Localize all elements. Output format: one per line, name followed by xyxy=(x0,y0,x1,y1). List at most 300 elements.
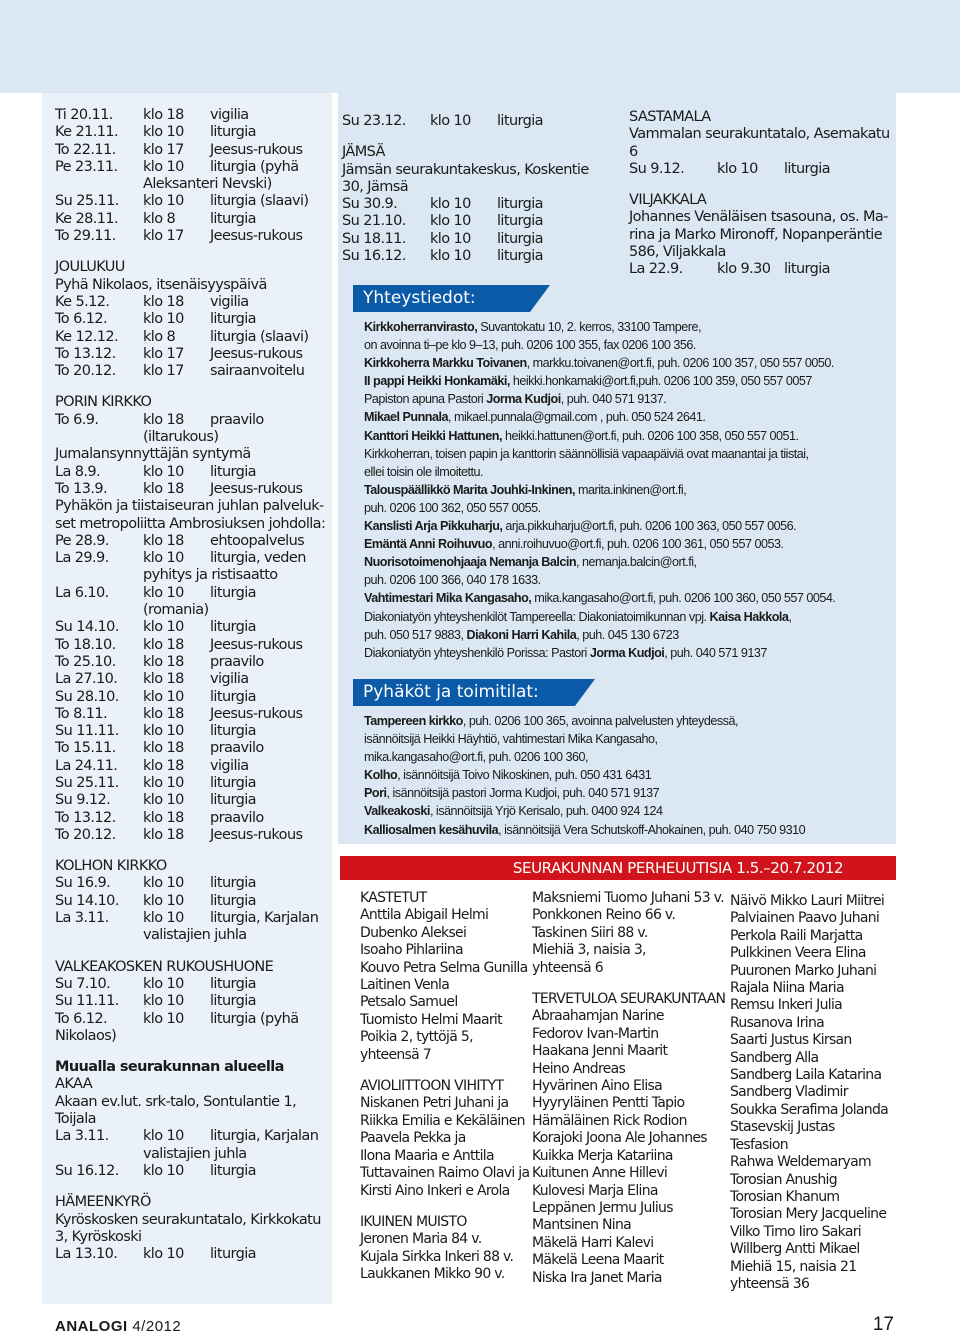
schedule-time: klo 10 xyxy=(143,910,184,927)
schedule-event: praavilo xyxy=(210,740,264,757)
text: ellei toisin ole ilmoitettu. xyxy=(364,464,483,479)
schedule-row xyxy=(55,671,330,688)
schedule-date: To 13.12. xyxy=(55,345,116,362)
schedule-time: klo 10 xyxy=(430,113,471,129)
schedule-date: To 22.11. xyxy=(55,141,116,158)
name-item: Kirsti Aino Inkeri e Arola xyxy=(360,1182,510,1199)
schedule-event: liturgia xyxy=(497,213,543,230)
name-item: Puuronen Marko Juhani xyxy=(730,962,877,979)
schedule-time: klo 10 xyxy=(717,160,758,177)
schedule-event: liturgia, veden xyxy=(210,550,306,567)
schedule-date: To 8.11. xyxy=(55,705,107,722)
section-note: Pyhäkön ja tiistaiseuran juhlan palveluk-set metropoliitta Ambrosiuksen johdolla: xyxy=(55,498,326,532)
contact-line xyxy=(364,748,894,766)
name-item: Torosian Mery Jacqueline xyxy=(730,1206,887,1223)
schedule-date: Ke 21.11. xyxy=(55,124,119,141)
schedule-date: La 3.11. xyxy=(55,910,109,927)
schedule-time: klo 18 xyxy=(143,411,184,428)
schedule-date: To 13.9. xyxy=(55,480,107,497)
schedule-time: klo 10 xyxy=(430,196,471,213)
schedule-row xyxy=(342,113,612,130)
top-band xyxy=(0,0,960,93)
schedule-event: liturgia xyxy=(210,723,256,740)
schedule-event: liturgia (slaavi) xyxy=(210,328,309,345)
name-item: Abraahamjan Narine xyxy=(532,1008,664,1025)
section-subheading: Kyröskosken seurakuntatalo, Kirkkokatu 3, Kyröskoski xyxy=(55,1211,321,1245)
name-item: Hämäläinen Rick Rodion xyxy=(532,1112,687,1129)
schedule-row xyxy=(55,107,330,124)
text: arja.pikkuharju@ort.fi, puh. 0206 100 363, 050 557 0056. xyxy=(502,519,797,534)
schedule-time: klo 10 xyxy=(143,463,184,480)
schedule-event: liturgia xyxy=(210,975,256,992)
name-item: Tesfasion xyxy=(730,1136,788,1153)
schedule-continuation: Aleksanteri Nevski) xyxy=(143,176,272,193)
schedule-row xyxy=(55,637,330,654)
schedule-continuation: valistajien juhla xyxy=(143,927,247,944)
schedule-time: klo 10 xyxy=(430,230,471,247)
name-item: Mäkelä Harri Kalevi xyxy=(532,1234,654,1251)
name-item: Taskinen Siiri 88 v. xyxy=(532,924,648,941)
schedule-row xyxy=(55,1163,330,1180)
name-item: Tuomisto Helmi Maarit xyxy=(360,1011,502,1028)
schedule-event: liturgia xyxy=(210,792,256,809)
schedule-event: liturgia (slaavi) xyxy=(210,193,309,210)
schedule-row xyxy=(55,619,330,636)
text: puh. 0206 100 362, 050 557 0055. xyxy=(364,500,541,515)
schedule-row xyxy=(55,706,330,723)
name-list xyxy=(532,1008,728,1287)
schedule-row xyxy=(55,211,330,228)
name-item: Leppänen Jermu Julius xyxy=(532,1199,673,1216)
schedule-row xyxy=(55,910,330,927)
schedule-event: liturgia xyxy=(784,160,830,177)
text: , isännöitsijä Toivo Nikoskinen, puh. 050 431 6431 xyxy=(397,768,652,783)
name-item: Rajala Niina Maria xyxy=(730,980,844,997)
name-item: Kouvo Petra Selma Gunilla xyxy=(360,959,528,976)
schedule-event: Jeesus-rukous xyxy=(210,636,303,653)
schedule-date: To 15.11. xyxy=(55,740,116,757)
contact-line xyxy=(364,553,894,571)
schedule-time: klo 18 xyxy=(143,809,184,826)
schedule-event: liturgia (pyhä xyxy=(210,1010,299,1027)
contacts-list xyxy=(364,318,894,662)
schedule-row xyxy=(55,585,330,602)
contact-line xyxy=(364,766,894,784)
schedule-row xyxy=(55,758,330,775)
name-item: Jeronen Maria 84 v. xyxy=(360,1231,482,1248)
name-item: Torosian Anushig xyxy=(730,1171,837,1188)
schedule-time: klo 10 xyxy=(143,688,184,705)
schedule-time: klo 18 xyxy=(143,757,184,774)
section-subheading: Jumalansynnyttäjän syntymä xyxy=(55,446,251,463)
schedule-continuation: pyhitys ja ristisaatto xyxy=(143,567,278,584)
text: , xyxy=(788,609,792,624)
schedule-time: klo 10 xyxy=(143,1246,184,1263)
schedule-date: Su 9.12. xyxy=(55,792,111,809)
schedule-event: liturgia xyxy=(210,584,256,601)
contact-line xyxy=(364,571,894,589)
schedule-date: Su 11.11. xyxy=(55,723,119,740)
schedule-event: liturgia xyxy=(497,248,543,265)
text: , mikael.punnala@gmail.com , puh. 050 524 2641. xyxy=(448,410,706,425)
schedule-row xyxy=(55,893,330,910)
schedule-row xyxy=(55,775,330,792)
schedule-row xyxy=(55,346,330,363)
bold-text: Jorma Kudjoi xyxy=(486,392,561,407)
text: on avoinna ti–pe klo 9–13, puh. 0206 100 355, fax 0206 100 356. xyxy=(364,338,696,353)
bold-text: Kanttori Heikki Hattunen, xyxy=(364,428,502,443)
schedule-date: Su 30.9. xyxy=(342,196,398,213)
text: heikki.hattunen@ort.fi, puh. 0206 100 358, 050 557 0051. xyxy=(501,428,799,443)
bold-text: Kolho xyxy=(364,768,398,783)
schedule-date: Ke 28.11. xyxy=(55,210,119,227)
contact-line xyxy=(364,535,894,553)
name-item: Kujala Sirkka Inkeri 88 v. xyxy=(360,1248,514,1265)
name-list xyxy=(360,1095,530,1199)
schedule-date: To 29.11. xyxy=(55,228,116,245)
schedule-block xyxy=(55,533,330,568)
text: mika.kangasaho@ort.fi, puh. 0206 100 360, 050 557 0054. xyxy=(531,591,836,606)
schedule-date: Su 21.10. xyxy=(342,213,406,230)
contact-line xyxy=(364,589,894,607)
name-item: Sandberg Alla xyxy=(730,1049,819,1066)
schedule-block xyxy=(342,196,612,265)
name-item: Pulkkinen Veera Elina xyxy=(730,945,866,962)
bold-text: Diakoni Harri Kahila xyxy=(466,627,577,642)
schedule-date: To 25.10. xyxy=(55,653,116,670)
text: , nemanja.balcin@ort.fi, xyxy=(576,555,697,570)
schedule-time: klo 18 xyxy=(143,636,184,653)
schedule-date: Su 11.11. xyxy=(55,993,119,1010)
contact-line xyxy=(364,784,894,802)
name-item: Sandberg Laila Katarina xyxy=(730,1067,882,1084)
text: Diakoniatyön yhteyshenkilö Porissa: Pastori xyxy=(364,645,590,660)
schedule-continuation: (romania) xyxy=(143,602,209,619)
schedule-time: klo 8 xyxy=(143,328,176,345)
schedule-row xyxy=(55,976,330,993)
schedule-date: Ti 20.11. xyxy=(55,107,113,123)
section-heading-hameenkyro: HÄMEENKYRÖ xyxy=(55,1194,151,1211)
schedule-row xyxy=(55,723,330,740)
section-subheading: Johannes Venäläisen tsasouna, os. Ma-rina ja Marko Mironoff, Nopanperäntie 586, Viljakkala xyxy=(629,209,888,261)
contact-line xyxy=(364,499,894,517)
name-item: yhteensä 36 xyxy=(730,1275,810,1292)
schedule-event: vigilia xyxy=(210,293,249,310)
schedule-event: liturgia xyxy=(210,993,256,1010)
bold-text: Tampereen kirkko xyxy=(364,714,463,728)
name-item: Perkola Raili Marjatta xyxy=(730,927,863,944)
name-item: Korajoki Joona Ale Johannes xyxy=(532,1130,707,1147)
schedule-date: To 20.12. xyxy=(55,826,116,843)
schedule-time: klo 10 xyxy=(143,311,184,328)
schedule-time: klo 10 xyxy=(143,723,184,740)
name-item: Hyvärinen Aino Elisa xyxy=(532,1078,662,1095)
schedule-date: Su 14.10. xyxy=(55,619,119,636)
bold-text: Kirkkoherra Markku Toivanen xyxy=(364,356,527,371)
schedule-date: To 13.12. xyxy=(55,809,116,826)
name-item: Stasevskij Justas xyxy=(730,1119,835,1136)
schedule-row xyxy=(55,1246,330,1263)
schedule-event: liturgia xyxy=(497,230,543,247)
name-item: Tuttavainen Raimo Olavi ja xyxy=(360,1165,530,1182)
schedule-time: klo 10 xyxy=(143,550,184,567)
schedule-date: La 29.9. xyxy=(55,550,109,567)
name-item: yhteensä 7 xyxy=(360,1046,431,1063)
name-item: Kuikka Merja Katariina xyxy=(532,1147,673,1164)
bold-text: Kaisa Hakkola xyxy=(709,609,789,624)
name-list xyxy=(532,890,728,977)
schedule-row xyxy=(342,213,612,230)
schedule-time: klo 10 xyxy=(143,158,184,175)
schedule-date: Pe 23.11. xyxy=(55,158,118,175)
schedule-row xyxy=(55,1011,330,1028)
name-item: Kuitunen Anne Hillevi xyxy=(532,1165,668,1182)
name-item: Remsu Inkeri Julia xyxy=(730,997,843,1014)
heading-tail xyxy=(575,679,595,706)
contact-line xyxy=(364,644,894,662)
section-subheading: Vammalan seurakuntatalo, Asemakatu 6 xyxy=(629,126,890,160)
text: , puh. 040 571 9137 xyxy=(664,645,767,660)
schedule-date: Su 23.12. xyxy=(342,113,406,129)
name-item: Rusanova Irina xyxy=(730,1014,825,1031)
schedule-date: Su 9.12. xyxy=(629,160,685,177)
schedule-time: klo 10 xyxy=(143,1128,184,1145)
family-column-b xyxy=(532,890,728,1287)
text: puh. 0206 100 366, 040 178 1633. xyxy=(364,573,541,588)
contact-line xyxy=(364,390,894,408)
schedule-date: Su 16.12. xyxy=(342,248,406,265)
schedule-event: Jeesus-rukous xyxy=(210,141,303,158)
name-list xyxy=(360,1231,530,1283)
contact-line xyxy=(364,408,894,426)
name-item: Willberg Antti Mikael xyxy=(730,1241,860,1258)
schedule-row xyxy=(55,329,330,346)
heading-tail xyxy=(530,285,550,312)
schedule-time: klo 8 xyxy=(143,210,176,227)
schedule-time: klo 10 xyxy=(143,124,184,141)
schedule-row xyxy=(55,142,330,159)
name-item: Maksniemi Tuomo Juhani 53 v. xyxy=(532,890,724,906)
name-item: Sandberg Vladimir xyxy=(730,1084,848,1101)
section-heading-avioliitto: AVIOLIITTOON VIHITYT xyxy=(360,1078,504,1095)
section-heading-joulukuu: JOULUKUU xyxy=(55,259,125,276)
schedule-time: klo 17 xyxy=(143,363,184,380)
section-heading-akaa: AKAA xyxy=(55,1076,93,1093)
schedule-date: La 3.11. xyxy=(55,1128,109,1145)
contacts-heading xyxy=(353,285,530,312)
schedule-continuation: valistajien juhla xyxy=(143,1145,247,1162)
schedule-time: klo 18 xyxy=(143,671,184,688)
schedule-row xyxy=(55,827,330,844)
name-item: Laitinen Venla xyxy=(360,977,450,994)
schedule-event: liturgia (pyhä xyxy=(210,158,299,175)
section-heading-kolho: KOLHON KIRKKO xyxy=(55,858,167,875)
schedule-date: La 6.10. xyxy=(55,584,109,601)
section-heading-jamsa: JÄMSÄ xyxy=(342,144,385,161)
schedule-event: liturgia xyxy=(210,463,256,480)
schedule-block xyxy=(55,619,330,844)
name-item: Ponkkonen Reino 66 v. xyxy=(532,907,676,924)
contact-line xyxy=(364,802,894,820)
section-subheading: Jämsän seurakuntakeskus, Koskentie 30, Jämsä xyxy=(342,161,589,195)
section-subheading: Akaan ev.lut. srk-talo, Sontulantie 1, Toijala xyxy=(55,1093,297,1128)
schedule-date: Su 25.11. xyxy=(55,774,119,791)
issue-number: 4/2012 xyxy=(132,1318,182,1335)
schedule-row xyxy=(55,810,330,827)
schedule-event: praavilo xyxy=(210,653,264,670)
schedule-date: Su 16.12. xyxy=(55,1162,119,1179)
text: Kirkkoherran, toisen papin ja kanttorin säännöllisiä vapaapäiviä ovat maanantai ja tiistai, xyxy=(364,446,809,461)
schedule-time: klo 10 xyxy=(430,248,471,265)
section-heading-pori: PORIN KIRKKO xyxy=(55,394,152,411)
contact-line xyxy=(364,712,894,730)
bold-text: Kirkkoherranvirasto, xyxy=(364,320,478,334)
schedule-column-2 xyxy=(342,113,612,265)
text: , isännöitsijä Vera Schutskoff-Ahokainen, puh. 040 750 9310 xyxy=(498,822,806,837)
name-list xyxy=(360,907,530,1064)
section-heading-sastamala: SASTAMALA xyxy=(629,109,711,125)
name-item: Rahwa Weldemaryam xyxy=(730,1154,871,1171)
contact-line xyxy=(364,463,894,481)
schedule-time: klo 10 xyxy=(143,619,184,636)
name-item: Mäkelä Leena Maarit xyxy=(532,1252,664,1269)
text: , isännöitsijä pastori Jorma Kudjoi, puh. 040 571 9137 xyxy=(386,786,660,801)
schedule-row xyxy=(55,689,330,706)
schedule-block-a xyxy=(55,107,330,176)
section-subheading: Pyhä Nikolaos, itsenäisyyspäivä xyxy=(55,276,267,293)
contact-line xyxy=(364,626,894,644)
schedule-time: klo 10 xyxy=(143,993,184,1010)
schedule-row xyxy=(55,654,330,671)
text: marita.inkinen@ort.fi, xyxy=(575,482,687,497)
schedule-event: liturgia, Karjalan xyxy=(210,910,319,927)
contact-line xyxy=(364,318,894,336)
text: , puh. 0206 100 365, avoinna palvelusten yhteydessä, xyxy=(462,714,738,728)
places-list xyxy=(364,712,894,839)
schedule-date: La 24.11. xyxy=(55,757,118,774)
schedule-time: klo 10 xyxy=(143,1162,184,1179)
text: , puh. 045 130 6723 xyxy=(576,627,679,642)
bold-text: Vahtimestari Mika Kangasaho, xyxy=(364,591,532,606)
text: heikki.honkamaki@ort.fi,puh. 0206 100 359, 050 557 0057 xyxy=(509,374,812,389)
schedule-block xyxy=(55,464,330,499)
schedule-row xyxy=(629,161,899,178)
name-item: Palviainen Paavo Juhani xyxy=(730,910,880,927)
schedule-date: Ke 12.12. xyxy=(55,328,119,345)
name-item: Kulovesi Marja Elina xyxy=(532,1182,658,1199)
schedule-event: liturgia xyxy=(210,210,256,227)
schedule-time: klo 18 xyxy=(143,653,184,670)
schedule-event: ehtoopalvelus xyxy=(210,532,305,549)
schedule-date: La 22.9. xyxy=(629,261,683,278)
schedule-row xyxy=(55,533,330,550)
schedule-row xyxy=(55,993,330,1010)
section-heading-tervetuloa: TERVETULOA SEURAKUNTAAN xyxy=(532,991,726,1008)
schedule-event: praavilo xyxy=(210,411,264,428)
name-item: yhteensä 6 xyxy=(532,959,603,976)
schedule-time: klo 10 xyxy=(143,584,184,601)
bold-text: Emäntä Anni Roihuvuo xyxy=(364,537,493,552)
name-item: Dubenko Aleksei xyxy=(360,924,467,941)
section-heading-muisto: IKUINEN MUISTO xyxy=(360,1213,467,1230)
schedule-time: klo 18 xyxy=(143,532,184,549)
schedule-event: vigilia xyxy=(210,107,249,123)
schedule-event: liturgia xyxy=(210,1246,256,1263)
schedule-block-b xyxy=(55,193,330,245)
bold-text: Valkeakoski xyxy=(364,804,430,819)
schedule-row xyxy=(55,481,330,498)
schedule-event: liturgia xyxy=(210,774,256,791)
schedule-time: klo 18 xyxy=(143,705,184,722)
schedule-date: Su 28.10. xyxy=(55,688,119,705)
schedule-time: klo 17 xyxy=(143,345,184,362)
schedule-row xyxy=(55,740,330,757)
name-item: Heino Andreas xyxy=(532,1060,626,1077)
schedule-row xyxy=(55,228,330,245)
schedule-block-c xyxy=(55,294,330,380)
page-number: 17 xyxy=(872,1314,894,1335)
schedule-time: klo 17 xyxy=(143,228,184,245)
name-item: Miehiä 15, naisia 21 xyxy=(730,1258,857,1275)
schedule-event: praavilo xyxy=(210,809,264,826)
schedule-time: klo 10 xyxy=(143,1010,184,1027)
schedule-time: klo 10 xyxy=(143,892,184,909)
text: Diakoniatyön yhteyshenkilöt Tampereella: Diakoniatoimikunnan vpj. xyxy=(364,609,710,624)
contact-line xyxy=(364,354,894,372)
footer-magazine xyxy=(55,1318,181,1335)
schedule-event: liturgia xyxy=(210,124,256,141)
schedule-row xyxy=(55,159,330,176)
contact-line xyxy=(364,730,894,748)
contact-line xyxy=(364,517,894,535)
family-column-c xyxy=(730,893,900,1293)
schedule-event: vigilia xyxy=(210,757,249,774)
contact-line xyxy=(364,427,894,445)
schedule-column-3 xyxy=(629,109,899,279)
schedule-date: Su 14.10. xyxy=(55,892,119,909)
schedule-row xyxy=(55,1128,330,1145)
text: Papiston apuna Pastori xyxy=(364,392,487,407)
schedule-row xyxy=(342,196,612,213)
schedule-event: Jeesus-rukous xyxy=(210,345,303,362)
name-item: Miehiä 3, naisia 3, xyxy=(532,942,646,959)
name-item: Anttila Abigail Helmi xyxy=(360,907,489,924)
schedule-column-1 xyxy=(55,107,330,1263)
schedule-event: liturgia xyxy=(497,196,543,213)
bold-text: Nuorisotoimenohjaaja Nemanja Balcin xyxy=(364,555,577,570)
schedule-event: liturgia xyxy=(210,1162,256,1179)
schedule-time: klo 18 xyxy=(143,107,184,123)
name-item: Fedorov Ivan-Martin xyxy=(532,1025,659,1042)
contact-line xyxy=(364,336,894,354)
schedule-row xyxy=(629,261,899,278)
section-heading-viljakkala: VILJAKKALA xyxy=(629,192,707,209)
bold-text: Kalliosalmen kesähuvila xyxy=(364,822,499,837)
text: , anni.roihuvuo@ort.fi, puh. 0206 100 361, 050 557 0053. xyxy=(492,537,784,552)
schedule-event: liturgia xyxy=(210,892,256,909)
schedule-date: To 6.9. xyxy=(55,411,99,428)
schedule-event: Jeesus-rukous xyxy=(210,826,303,843)
section-heading-valkeakoski: VALKEAKOSKEN RUKOUSHUONE xyxy=(55,958,274,975)
schedule-time: klo 18 xyxy=(143,826,184,843)
schedule-row xyxy=(55,193,330,210)
places-heading-text: Pyhäköt ja toimitilat: xyxy=(363,682,539,702)
schedule-date: To 20.12. xyxy=(55,363,116,380)
contact-line xyxy=(364,445,894,463)
schedule-block xyxy=(55,976,330,1028)
schedule-time: klo 17 xyxy=(143,141,184,158)
schedule-event: Jeesus-rukous xyxy=(210,228,303,245)
